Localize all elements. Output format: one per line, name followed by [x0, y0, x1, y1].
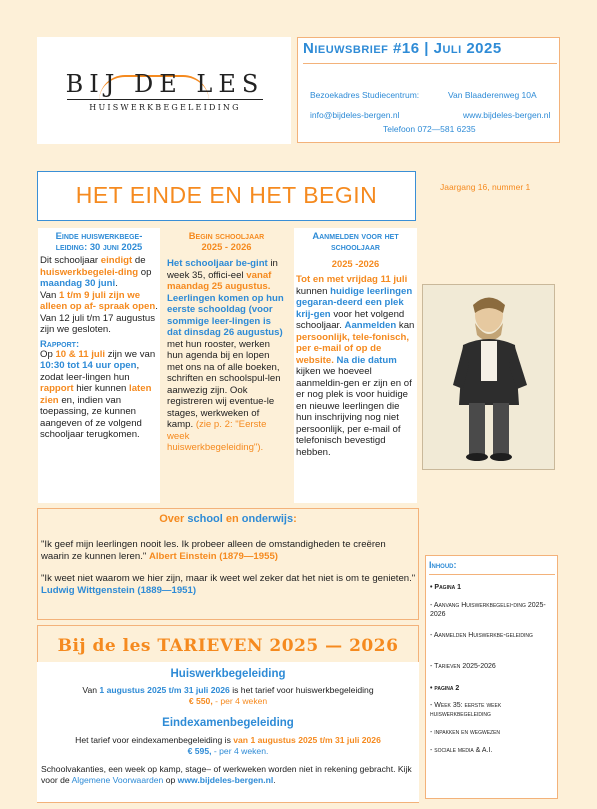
col2-p1: Het schooljaar be-gint in week 35, offici-eel vanaf maandag 25 augustus. Leerlingen komen op hun eerste schooldag (voor sommige leer-lingen is dat dinsdag 26 augustus) met hun rooster, werken hun agenda bij en lopen met ons na of alle boeken, schriften en schoolspul-len aanwezig zijn. Ook registreren wij eventue-le stages, werkweken of kamp. (zie p. 2: "Eerste week huiswerkbegeleiding"). — [167, 258, 284, 453]
col3-p1: Tot en met vrijdag 11 juli kunnen huidige leerlingen gegaran-deerd een plek krij-gen voor het volgend schooljaar. Aanmelden kan persoonlijk, tele-fonisch, per e-mail of op de website. Na die datum kijken we hoeveel aanmeldin-gen er zijn en of er nog plek is voor huidige en nieuwe leerlingen die hun inschrijving nog niet persoonlijk, per e-mail of telefonisch bevestigd hebben. — [296, 274, 415, 458]
logo-subtitle: HUISWERKBEGELEIDING — [89, 103, 241, 112]
quotes-box — [37, 508, 419, 620]
quotes-heading: Over school en onderwijs: — [159, 513, 297, 525]
col1-p4: Op 10 & 11 juli zijn we van 10:30 tot 14 uur open, zodat leer-lingen hun rapport hier kunnen laten zien en, indien van toepassing, ze kunnen aangeven of ze volgend schooljaar terugkomen. — [40, 348, 156, 440]
rapport-label: Rapport: — [40, 337, 80, 349]
col1-p1: Dit schooljaar eindigt de huiswerkbegelei-ding op maandag 30 juni. — [40, 255, 152, 289]
column-einde — [38, 228, 160, 503]
col3-heading: Aanmelden voor het schooljaar 2025 -2026 — [312, 230, 399, 269]
tarieven-title: Bij de les TARIEVEN 2025 — 2026 — [57, 636, 399, 656]
toc-item-aanmelden[interactable]: - Aanmelden Huiswerkbe-geleiding — [430, 632, 533, 639]
phone: Telefoon 072—581 6235 — [383, 124, 476, 134]
logo-divider — [67, 99, 263, 100]
portrait-caricature-image — [422, 284, 555, 470]
main-title: HET EINDE EN HET BEGIN — [75, 182, 378, 208]
quote-einstein: "Ik geef mijn leerlingen nooit les. Ik probeer alleen de omstandigheden te creëren waarin ze kunnen leren." Albert Einstein (1879—1955) — [41, 539, 386, 562]
toc-item-inpakken[interactable]: - inpakken en wegwezen — [430, 729, 501, 736]
website-link[interactable]: www.bijdeles-bergen.nl — [463, 110, 551, 120]
toc-page1[interactable]: • Pagina 1 — [430, 584, 462, 591]
toc-page2[interactable]: • pagina 2 — [430, 685, 460, 692]
toc-item-aanvang[interactable]: - Aanvang Huiswerkbegelei-ding 2025-2026 — [430, 602, 546, 618]
toc-item-tarieven[interactable]: - Tarieven 2025-2026 — [430, 663, 496, 670]
tarieven-huiswerk-line: Van 1 augustus 2025 t/m 31 juli 2026 is het tarief voor huiswerkbegeleiding € 550, - per 4 weken — [82, 685, 374, 706]
tarieven-note: Schoolvakanties, een week op kamp, stage– of werkweken worden niet in rekening gebracht. Kijk voor de Algemene Voorwaarden op www.bijdeles-bergen.nl. — [41, 764, 412, 785]
tarieven-huiswerk-heading: Huiswerkbegeleiding — [170, 668, 286, 680]
portrait-illustration — [423, 285, 554, 469]
col1-p3: Van 12 juli t/m 17 augustus zijn we gesloten. — [40, 312, 156, 335]
toc-item-socialemedia[interactable]: - sociale media & A.I. — [430, 747, 493, 754]
column-begin — [165, 228, 288, 456]
quote-wittgenstein: "Ik weet niet waarom we hier zijn, maar ik weet wel zeker dat het niet is om te genieten." Ludwig Wittgenstein (1889—1951) — [41, 573, 416, 596]
jaargang: Jaargang 16, nummer 1 — [440, 182, 531, 192]
toc-heading: Inhoud: — [429, 560, 457, 570]
tarieven-body — [37, 662, 419, 802]
col2-heading: Begin schooljaar 2025 - 2026 — [188, 230, 265, 252]
tarieven-eindexamen-line: Het tarief voor eindexamenbegeleiding is van 1 augustus 2025 t/m 31 juli 2026 € 595, - per 4 weken. — [75, 735, 381, 756]
col1-p2: Van 1 t/m 9 juli zijn we alleen op af- spraak open. — [40, 289, 158, 312]
toc-box — [425, 555, 558, 799]
logo-box — [37, 37, 291, 144]
email-link[interactable]: info@bijdeles-bergen.nl — [310, 110, 400, 120]
address: Van Blaaderenweg 10A — [448, 90, 537, 100]
toc-item-week35[interactable]: - Week 35: eerste week huiswerkbegeleiding — [430, 702, 502, 718]
address-label: Bezoekadres Studiecentrum: — [310, 90, 420, 100]
main-title-box — [37, 171, 416, 221]
header-box — [297, 37, 560, 143]
tarieven-eindexamen-heading: Eindexamenbegeleiding — [162, 717, 294, 729]
logo-title: BIJ DE LES — [65, 70, 265, 98]
newsletter-title: Nieuwsbrief #16 | Juli 2025 — [303, 40, 557, 64]
col1-heading: Einde huiswerkbege- leiding: 30 juni 2025 — [55, 230, 143, 252]
column-aanmelden — [294, 228, 417, 503]
